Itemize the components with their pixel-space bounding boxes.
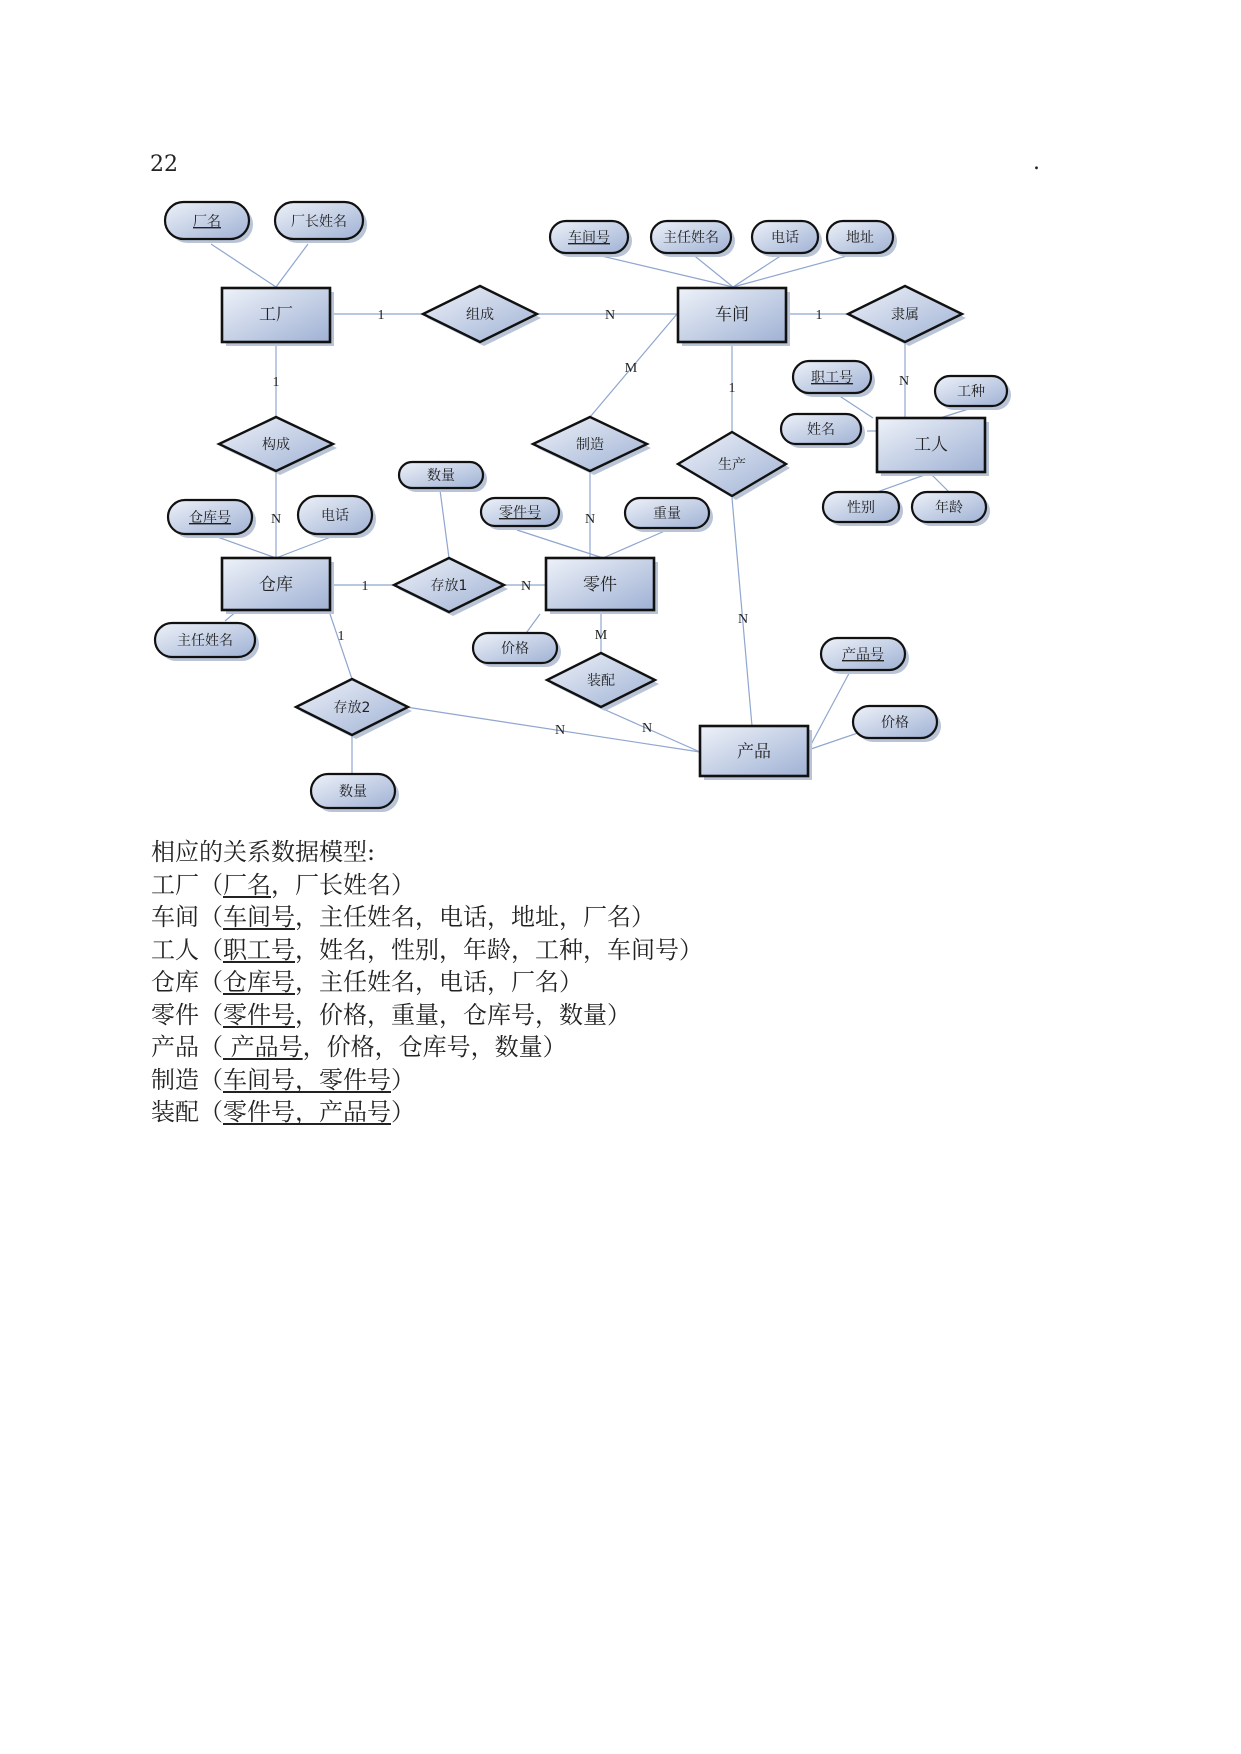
attribute-workshop-address bbox=[827, 221, 897, 257]
entity-warehouse bbox=[222, 558, 334, 614]
open-paren: （ bbox=[199, 1033, 223, 1061]
open-paren: （ bbox=[199, 903, 223, 931]
schema-table-workshop bbox=[151, 901, 703, 934]
svg-text:生产: 生产 bbox=[718, 457, 746, 473]
svg-text:地址: 地址 bbox=[846, 230, 874, 246]
svg-text:工人: 工人 bbox=[914, 435, 948, 455]
close-paren: ） bbox=[631, 903, 655, 931]
relationship-manufacture bbox=[533, 417, 651, 475]
table-attributes: ，价格，仓库号，数量 bbox=[302, 1033, 543, 1061]
schema-table-product bbox=[151, 1031, 703, 1064]
svg-text:产品: 产品 bbox=[737, 742, 771, 762]
close-paren: ） bbox=[391, 1065, 415, 1094]
svg-text:姓名: 姓名 bbox=[807, 422, 835, 438]
primary-key: 厂名 bbox=[223, 870, 271, 899]
relationship-store1 bbox=[394, 558, 508, 616]
primary-key: 车间号，零件号 bbox=[223, 1065, 391, 1094]
primary-key: 产品号 bbox=[223, 1033, 303, 1061]
cardinality-constitute-warehouse: N bbox=[270, 512, 282, 527]
primary-key: 车间号 bbox=[223, 903, 295, 931]
svg-text:制造: 制造 bbox=[576, 437, 604, 453]
table-attributes: ，价格，重量，仓库号，数量 bbox=[295, 1000, 607, 1029]
close-paren: ） bbox=[559, 968, 583, 996]
er-diagram bbox=[0, 0, 1241, 820]
cardinality-warehouse-store1: 1 bbox=[361, 579, 369, 594]
svg-text:数量: 数量 bbox=[339, 784, 367, 800]
svg-text:零件号: 零件号 bbox=[499, 505, 541, 521]
cardinality-factory-compose: 1 bbox=[377, 308, 385, 323]
attribute-worker-type bbox=[935, 376, 1011, 410]
table-name: 装配 bbox=[151, 1098, 199, 1126]
close-paren: ） bbox=[542, 1033, 567, 1061]
relational-schema bbox=[151, 836, 703, 1129]
attribute-worker-age bbox=[912, 492, 990, 526]
cardinality-warehouse-store2: 1 bbox=[337, 629, 345, 644]
svg-text:车间: 车间 bbox=[715, 305, 749, 325]
schema-title: 相应的关系数据模型: bbox=[151, 838, 376, 866]
cardinality-produce-product: N bbox=[737, 612, 749, 627]
schema-table-manufacture bbox=[151, 1064, 703, 1097]
close-paren: ） bbox=[391, 870, 415, 899]
table-attributes: ，厂长姓名 bbox=[271, 870, 391, 899]
table-attributes: ，主任姓名，电话，地址，厂名 bbox=[295, 903, 631, 931]
svg-text:零件: 零件 bbox=[583, 575, 617, 595]
relationship-compose bbox=[423, 286, 541, 346]
svg-text:存放1: 存放1 bbox=[430, 578, 468, 594]
schema-table-assemble bbox=[151, 1096, 703, 1129]
svg-text:电话: 电话 bbox=[321, 508, 349, 524]
attribute-product-id bbox=[821, 638, 909, 674]
page-number: 22 bbox=[150, 152, 178, 177]
attribute-factory-name bbox=[165, 202, 253, 243]
relationship-constitute bbox=[219, 417, 337, 475]
table-attributes: ，主任姓名，电话，厂名 bbox=[295, 968, 559, 996]
schema-table-warehouse bbox=[151, 966, 703, 999]
close-paren: ） bbox=[679, 935, 703, 964]
page-header-dot: . bbox=[1033, 150, 1040, 175]
cardinality-compose-workshop: N bbox=[604, 308, 616, 323]
cardinality-workshop-produce: 1 bbox=[728, 381, 736, 396]
table-name: 仓库 bbox=[151, 968, 199, 996]
attribute-warehouse-phone bbox=[298, 496, 376, 538]
close-paren: ） bbox=[607, 1000, 631, 1029]
svg-text:工厂: 工厂 bbox=[259, 305, 293, 325]
attribute-workshop-phone bbox=[752, 221, 822, 257]
svg-text:价格: 价格 bbox=[881, 715, 909, 731]
svg-text:职工号: 职工号 bbox=[811, 370, 853, 386]
primary-key: 零件号 bbox=[223, 1000, 295, 1029]
open-paren: （ bbox=[199, 870, 223, 899]
svg-text:重量: 重量 bbox=[653, 506, 681, 522]
attribute-worker-gender bbox=[823, 492, 903, 526]
cardinality-workshop-manufacture: M bbox=[624, 361, 638, 376]
svg-text:主任姓名: 主任姓名 bbox=[663, 230, 719, 246]
entity-part bbox=[546, 558, 658, 614]
attribute-part-id bbox=[481, 498, 563, 530]
table-name: 工人 bbox=[151, 935, 199, 964]
entity-product bbox=[700, 726, 812, 780]
schema-table-worker bbox=[151, 934, 703, 967]
cardinality-assemble-product: N bbox=[641, 721, 653, 736]
svg-text:工种: 工种 bbox=[957, 384, 985, 400]
svg-text:厂名: 厂名 bbox=[193, 214, 221, 230]
svg-text:性别: 性别 bbox=[847, 500, 875, 516]
svg-text:仓库: 仓库 bbox=[259, 575, 293, 595]
svg-text:年龄: 年龄 bbox=[935, 500, 963, 516]
attribute-workshop-id bbox=[550, 221, 632, 257]
entity-factory bbox=[222, 288, 334, 346]
open-paren: （ bbox=[199, 935, 223, 964]
cardinality-manufacture-part: N bbox=[584, 512, 596, 527]
svg-text:存放2: 存放2 bbox=[333, 700, 371, 716]
relationship-belong bbox=[848, 286, 966, 346]
cardinality-belong-worker: N bbox=[898, 374, 910, 389]
table-name: 零件 bbox=[151, 1000, 199, 1029]
svg-text:产品号: 产品号 bbox=[842, 647, 884, 663]
open-paren: （ bbox=[199, 1065, 223, 1094]
table-name: 产品 bbox=[151, 1033, 199, 1061]
relationship-produce bbox=[678, 432, 790, 500]
entity-workshop bbox=[678, 288, 790, 346]
svg-text:仓库号: 仓库号 bbox=[189, 510, 231, 526]
table-name: 工厂 bbox=[151, 870, 199, 899]
close-paren: ） bbox=[391, 1098, 415, 1126]
svg-text:主任姓名: 主任姓名 bbox=[177, 633, 233, 649]
attribute-worker-id bbox=[793, 361, 875, 397]
entity-worker bbox=[877, 418, 989, 476]
primary-key: 仓库号 bbox=[223, 968, 295, 996]
attribute-product-price bbox=[853, 706, 941, 742]
svg-text:价格: 价格 bbox=[501, 641, 529, 657]
open-paren: （ bbox=[199, 1000, 223, 1029]
cardinality-workshop-belong: 1 bbox=[815, 308, 823, 323]
attribute-factory-director bbox=[275, 202, 367, 243]
primary-key: 零件号，产品号 bbox=[223, 1098, 391, 1126]
attribute-part-price bbox=[473, 633, 561, 667]
svg-text:电话: 电话 bbox=[771, 230, 799, 246]
svg-text:隶属: 隶属 bbox=[891, 307, 919, 323]
relationship-assemble bbox=[547, 653, 659, 711]
relationship-store2 bbox=[296, 679, 412, 739]
open-paren: （ bbox=[199, 1098, 223, 1126]
attribute-workshop-director bbox=[651, 221, 735, 257]
svg-text:构成: 构成 bbox=[262, 437, 290, 453]
cardinality-factory-constitute: 1 bbox=[272, 375, 280, 390]
attribute-store1-quantity bbox=[399, 462, 487, 492]
open-paren: （ bbox=[199, 968, 223, 996]
attribute-worker-name bbox=[781, 414, 865, 448]
primary-key: 职工号 bbox=[223, 935, 295, 964]
attribute-store2-quantity bbox=[311, 774, 399, 812]
svg-text:厂长姓名: 厂长姓名 bbox=[291, 214, 347, 230]
svg-text:车间号: 车间号 bbox=[568, 230, 610, 246]
table-attributes: ，姓名，性别，年龄，工种，车间号 bbox=[295, 935, 679, 964]
cardinality-part-assemble: M bbox=[594, 628, 608, 643]
schema-table-part bbox=[151, 999, 703, 1032]
cardinality-store2-product: N bbox=[554, 723, 566, 738]
cardinality-store1-part: N bbox=[520, 579, 532, 594]
schema-table-factory bbox=[151, 869, 703, 902]
attribute-warehouse-director bbox=[155, 623, 259, 661]
svg-text:组成: 组成 bbox=[466, 307, 494, 323]
svg-text:装配: 装配 bbox=[587, 673, 615, 689]
attribute-part-weight bbox=[625, 498, 713, 532]
attribute-warehouse-id bbox=[168, 500, 256, 538]
table-name: 制造 bbox=[151, 1065, 199, 1094]
svg-text:数量: 数量 bbox=[427, 468, 455, 484]
table-name: 车间 bbox=[151, 903, 199, 931]
